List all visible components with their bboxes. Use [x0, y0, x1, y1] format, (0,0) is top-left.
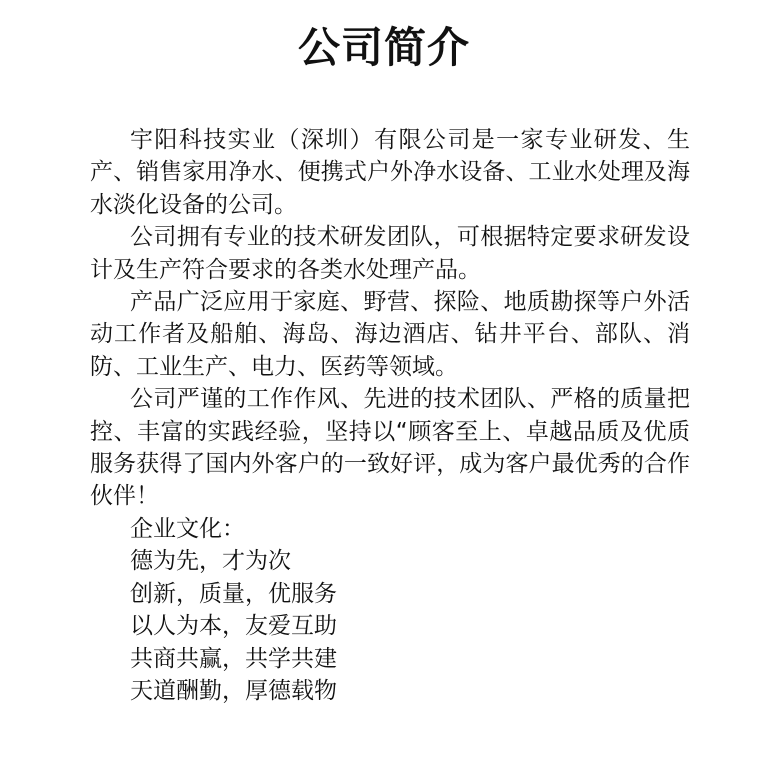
culture-item: 天道酬勤，厚德载物 — [130, 677, 337, 704]
culture-item: 德为先，才为次 — [130, 548, 291, 575]
applications-paragraph: 产品广泛应用于家庭、野营、探险、地质勘探等户外活动工作者及船舶、海岛、海边酒店、钻井平台、部队、消防、工业生产、电力、医药等领域。 — [90, 289, 690, 380]
corporate-culture — [90, 513, 690, 707]
culture-item: 创新，质量，优服务 — [130, 580, 337, 607]
culture-heading: 企业文化： — [130, 515, 245, 542]
intro-paragraph: 宇阳科技实业（深圳）有限公司是一家专业研发、生产、销售家用净水、便携式户外净水设备、工业水处理及海水淡化设备的公司。 — [90, 127, 690, 218]
rd-team-paragraph: 公司拥有专业的技术研发团队，可根据特定要求研发设计及生产符合要求的各类水处理产品。 — [90, 224, 690, 283]
reputation-paragraph: 公司严谨的工作作风、先进的技术团队、严格的质量把控、丰富的实践经验，坚持以“顾客至上、卓越品质及优质服务获得了国内外客户的一致好评，成为客户最优秀的合作伙伴！ — [90, 386, 690, 510]
page-title: 公司简介 — [297, 23, 470, 72]
profile-body — [90, 124, 690, 707]
culture-item: 以人为本，友爱互助 — [130, 613, 337, 640]
culture-item: 共商共赢，共学共建 — [130, 645, 337, 672]
